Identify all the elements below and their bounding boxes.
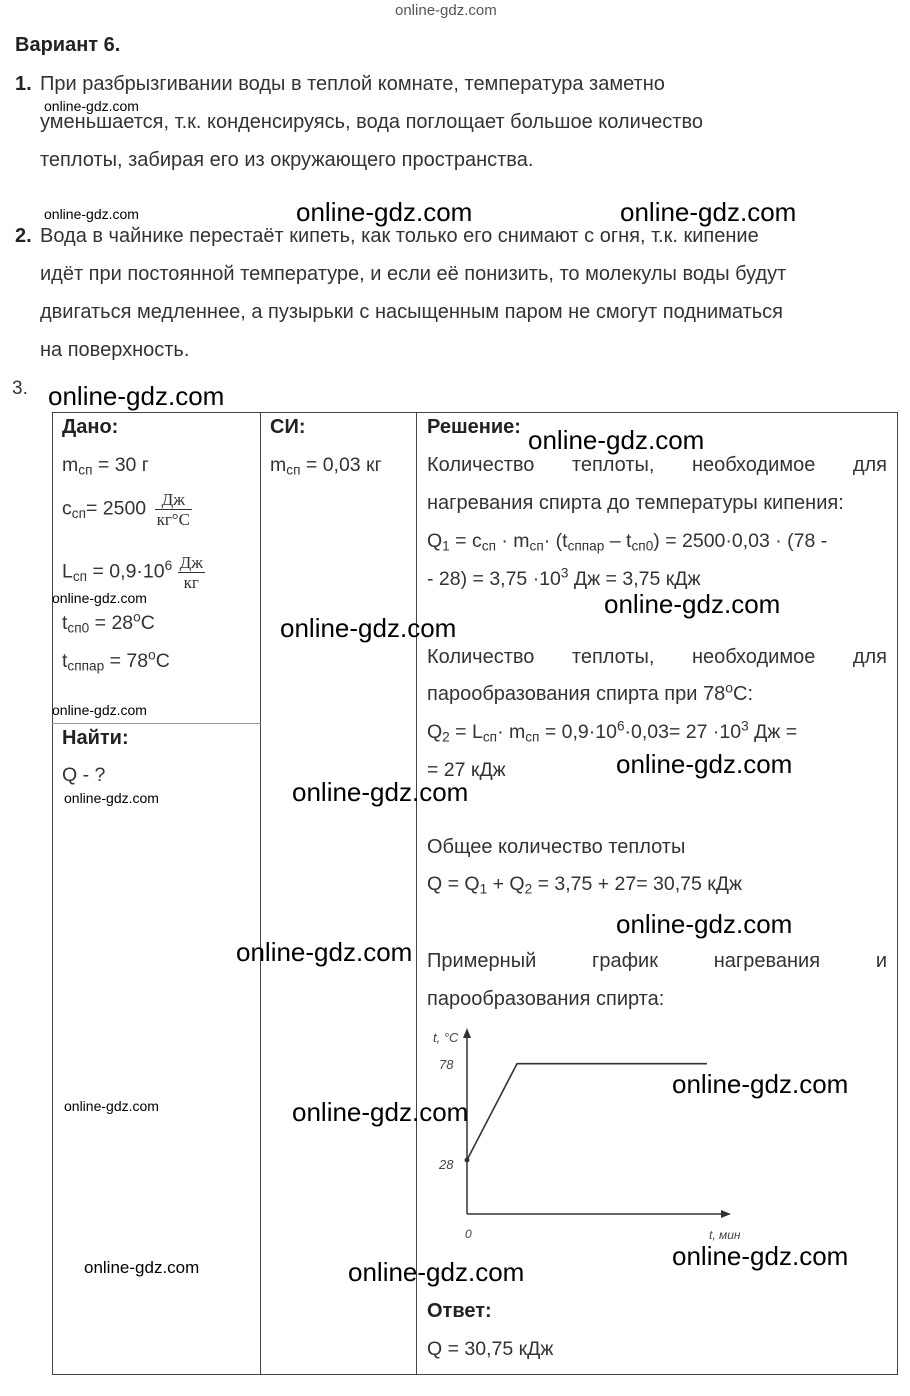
q1-line-3: теплоты, забирая его из окружающего пространства.	[40, 149, 534, 171]
solution-p4-line2: парообразования спирта:	[427, 988, 665, 1010]
top-watermark: online-gdz.com	[395, 2, 497, 19]
q2-number: 2.	[15, 225, 32, 247]
graph-y-label: t, °C	[433, 1030, 459, 1045]
graph-x-label: t, мин	[709, 1228, 741, 1242]
watermark-small: online-gdz.com	[84, 1258, 200, 1277]
watermark: online-gdz.com	[292, 777, 469, 807]
specific-heat-unit: $\frac{Дж}{кг^\circ С}$	[156, 490, 190, 529]
watermark-small: online-gdz.com	[52, 702, 147, 718]
q1-formula: $Q_1 = c_{сп} \cdot m_{сп}\cdot (t_{сппар} - t_{сп0}) = 2500\cdot 0,03 \cdot (78$ -	[427, 530, 828, 554]
solution-header: Решение:	[427, 416, 521, 438]
heating-graph	[425, 1020, 765, 1250]
given-boiling-temp: $t_{сппар} = 78^oC$	[62, 647, 170, 674]
find-header: Найти:	[62, 727, 129, 749]
watermark: online-gdz.com	[280, 613, 457, 643]
graph-temperature-line	[467, 1064, 707, 1160]
latent-heat-unit: $\frac{Дж}{кг}$	[179, 553, 203, 592]
watermark: online-gdz.com	[528, 425, 705, 455]
given-header: Дано:	[62, 416, 119, 438]
graph-x-arrow	[721, 1210, 731, 1218]
watermark: online-gdz.com	[292, 1097, 469, 1127]
given-latent-heat: $L_{сп} = 0,9\cdot 10^6$ $\frac{Дж}{кг}$	[62, 553, 203, 592]
q1-number: 1.	[15, 73, 32, 95]
graph-origin-label: 0	[465, 1227, 472, 1241]
table-left-border	[52, 412, 53, 1375]
q2-line-4: на поверхность.	[40, 339, 190, 361]
answer-value: Q = 30,75 кДж	[427, 1338, 554, 1360]
solution-p4-line1: Примерный график нагревания и	[427, 950, 887, 972]
watermark: online-gdz.com	[604, 589, 781, 619]
table-right-border	[897, 412, 898, 1375]
q2-line-1: Вода в чайнике перестаёт кипеть, как только его снимают с огня, т.к. кипение	[40, 225, 759, 247]
q2-line-2: идёт при постоянной температуре, и если её понизить, то молекулы воды будут	[40, 263, 787, 285]
graph-y-arrow	[463, 1028, 471, 1038]
watermark: online-gdz.com	[672, 1241, 849, 1271]
given-initial-temp: $t_{сп0} = 28^oC$	[62, 609, 155, 636]
q1-line-1: При разбрызгивании воды в теплой комнате, температура заметно	[40, 73, 665, 95]
solution-p2-line2: парообразования спирта при $78^оС$:	[427, 679, 754, 705]
watermark-small: online-gdz.com	[64, 1098, 159, 1114]
watermark: online-gdz.com	[620, 197, 797, 227]
watermark: online-gdz.com	[48, 381, 225, 411]
q3-number: 3.	[12, 378, 28, 399]
watermark: online-gdz.com	[616, 909, 793, 939]
find-value: Q - ?	[62, 764, 106, 786]
graph-tick-28: 28	[439, 1157, 454, 1172]
watermark-small: online-gdz.com	[64, 790, 159, 806]
watermark: online-gdz.com	[236, 937, 413, 967]
watermark-small: online-gdz.com	[44, 98, 139, 114]
q1-formula-line2: - $28) = 3,75 \cdot 10^3$ Дж = 3,75 кДж	[427, 565, 701, 590]
solution-p2-line1: Количество теплоты, необходимое для	[427, 646, 887, 668]
q2-line-3: двигаться медленнее, а пузырьки с насыщенным паром не смогут подниматься	[40, 301, 783, 323]
q2-formula: $Q_2 = L_{сп}\cdot m_{сп} = 0,9\cdot 10^6\cdot 0,03= 27 \cdot 10^3$ Дж =	[427, 718, 798, 745]
watermark: online-gdz.com	[296, 197, 473, 227]
table-bottom-border	[52, 1374, 898, 1375]
graph-start-point	[465, 1158, 470, 1163]
given-find-divider	[52, 723, 261, 724]
watermark-small: online-gdz.com	[52, 590, 147, 606]
watermark: online-gdz.com	[672, 1069, 849, 1099]
given-mass: $m_{сп} = 30$ г	[62, 454, 149, 478]
page-title: Вариант 6.	[15, 34, 121, 56]
watermark: online-gdz.com	[348, 1257, 525, 1287]
solution-p1-line2: нагревания спирта до температуры кипения:	[427, 492, 844, 514]
given-specific-heat: $c_{сп}= 2500$ $\frac{Дж}{кг^\circ С}$	[62, 490, 190, 529]
si-header: СИ:	[270, 416, 306, 438]
watermark-small: online-gdz.com	[44, 206, 139, 222]
q1-line-2: уменьшается, т.к. конденсируясь, вода поглощает большое количество	[40, 111, 703, 133]
watermark: online-gdz.com	[616, 749, 793, 779]
graph-tick-78: 78	[439, 1057, 454, 1072]
solution-p3: Общее количество теплоты	[427, 836, 686, 858]
answer-header: Ответ:	[427, 1300, 492, 1322]
table-top-border	[52, 412, 898, 413]
q2-formula-line2: = 27 кДж	[427, 759, 506, 781]
si-mass: $m_{сп} = 0,03$ кг	[270, 454, 382, 478]
total-formula: $Q = Q_1 + Q_2 = 3,75 + 27= 30,75$ кДж	[427, 873, 743, 897]
table-col-divider-1	[260, 412, 261, 1375]
solution-p1-line1: Количество теплоты, необходимое для	[427, 454, 887, 476]
table-col-divider-2	[416, 412, 417, 1375]
